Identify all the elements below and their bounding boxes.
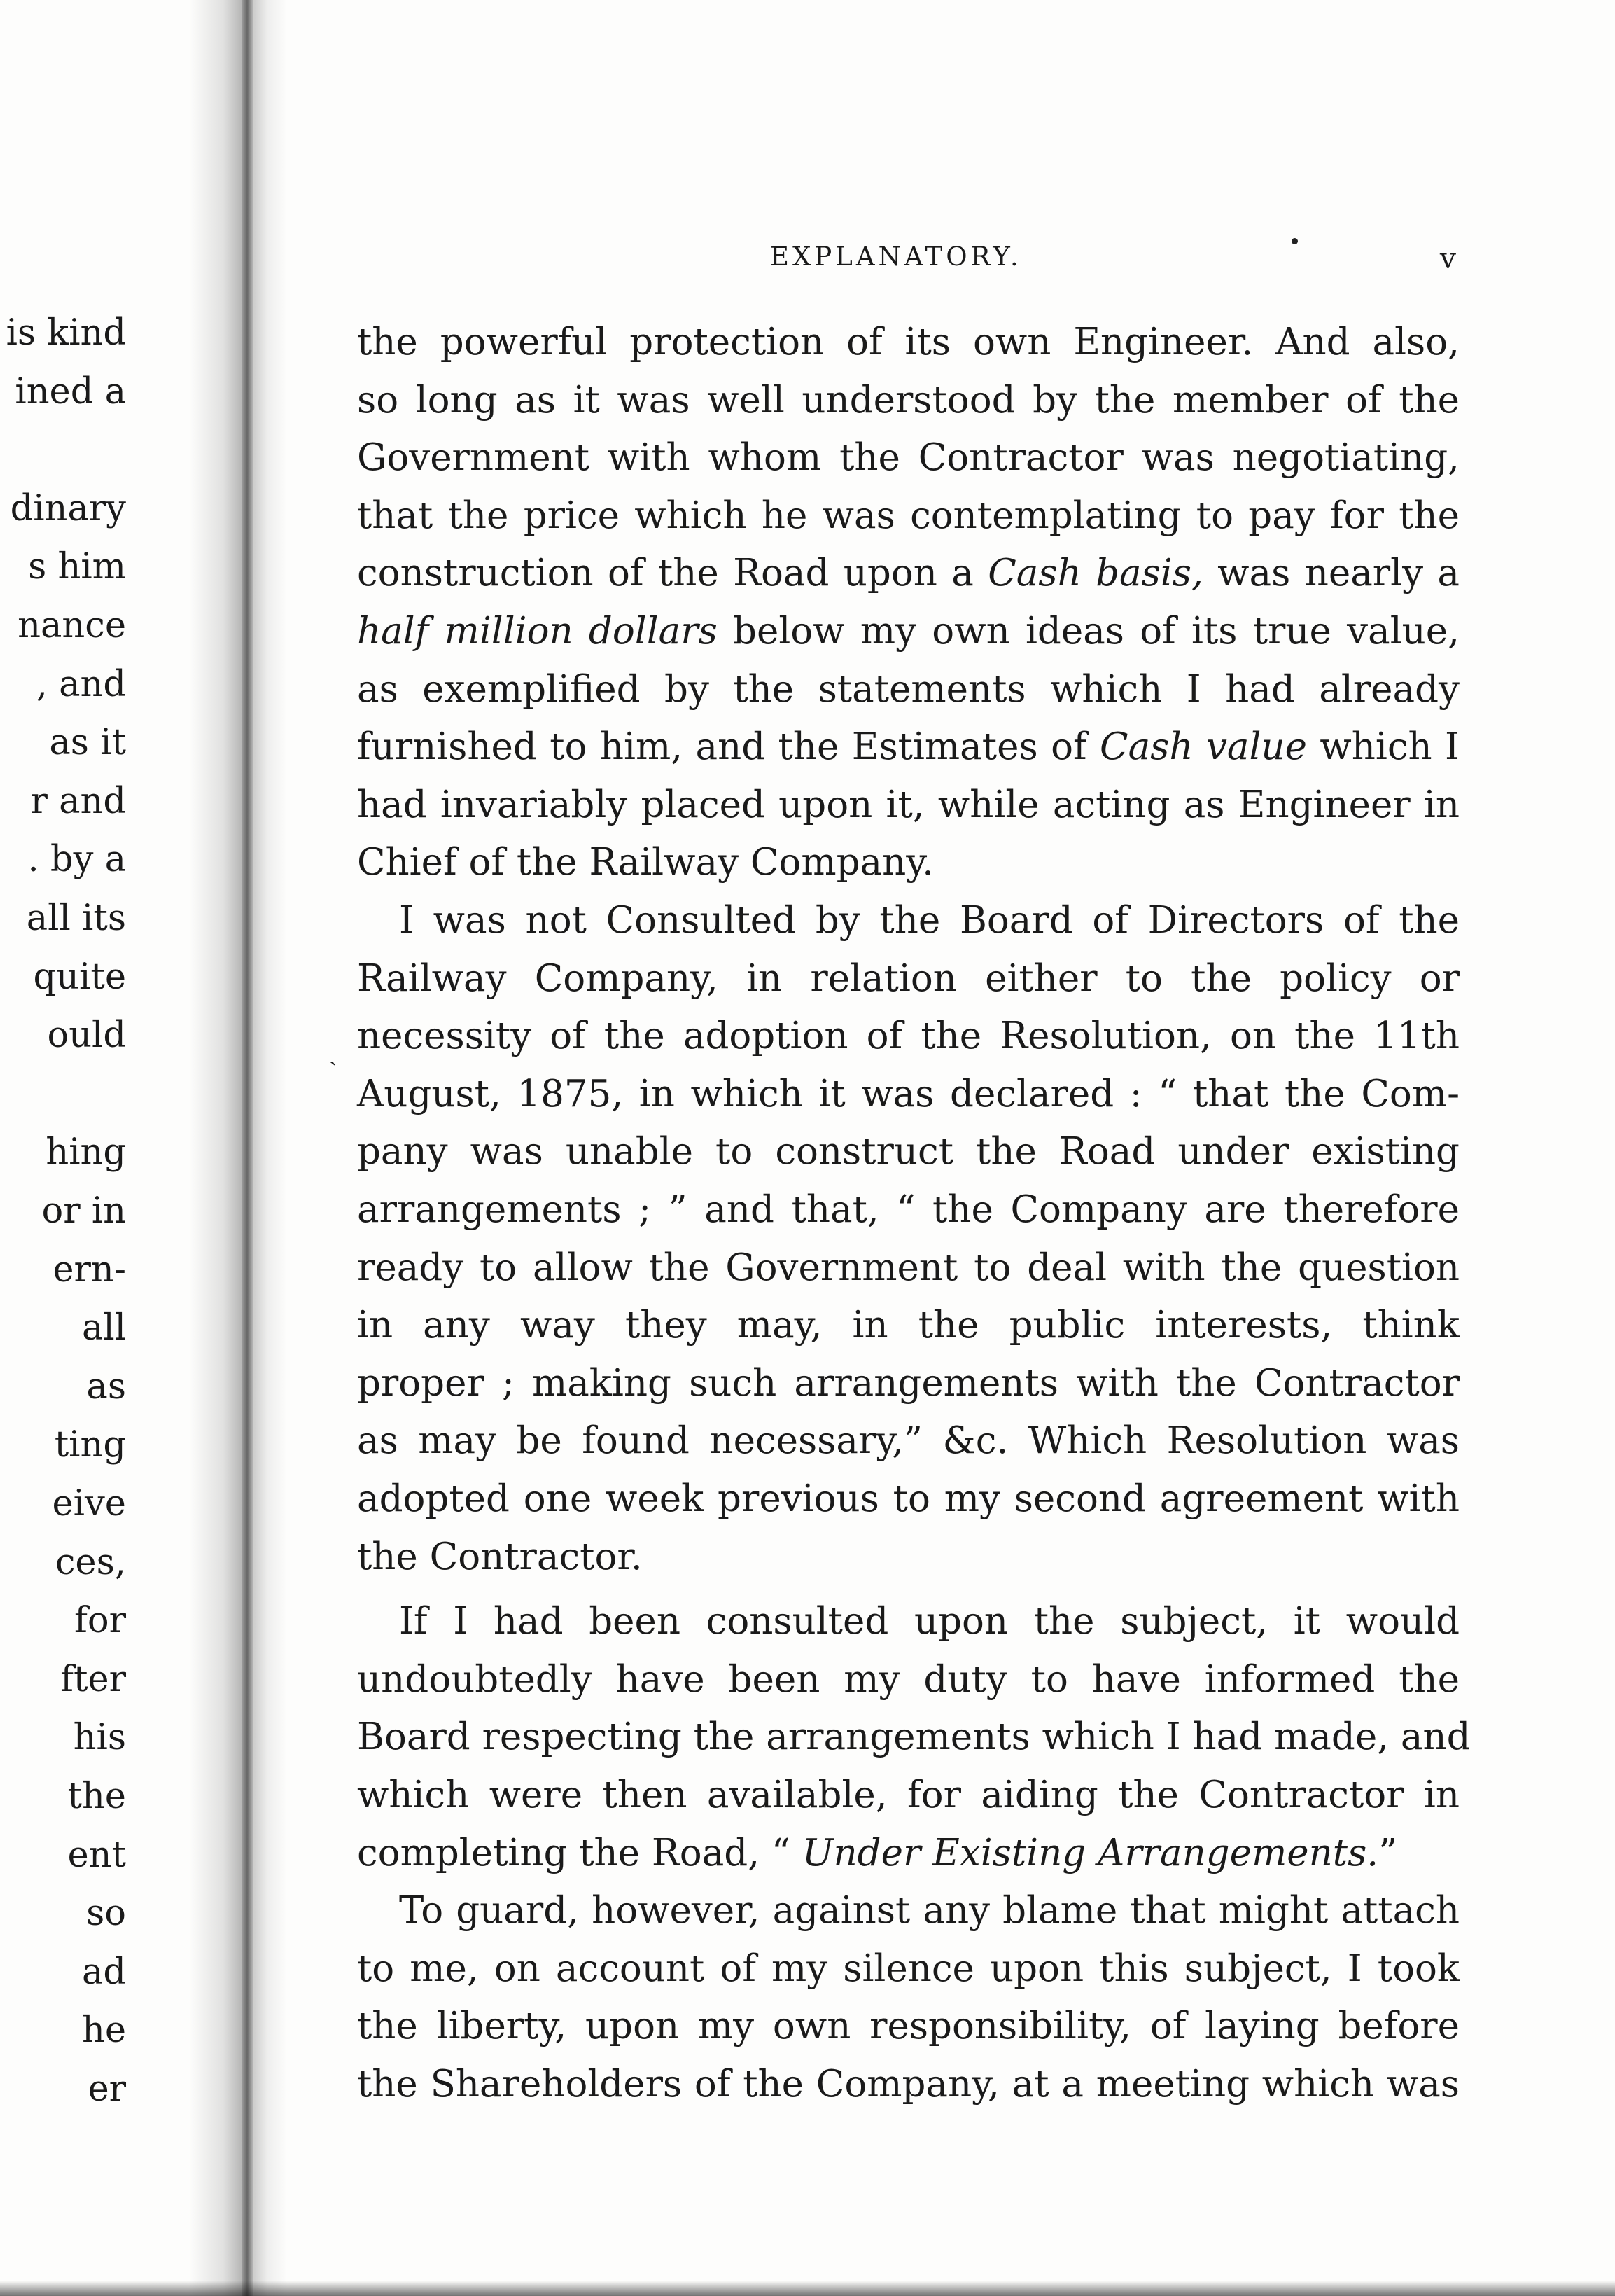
text-run: Government with whom the Contractor was negotiating, (357, 436, 1460, 480)
text-line (357, 603, 1460, 660)
left-page-word-fragment: r and (30, 780, 126, 822)
left-page-word-fragment: quite (33, 956, 126, 998)
left-page-word-fragment: ined a (15, 370, 126, 412)
left-page-word-fragment: as (86, 1365, 126, 1407)
text-run: the Contractor. (357, 1535, 643, 1578)
text-run: that the price which he was contemplating to pay for the (357, 494, 1460, 537)
binding-gutter-shadow (189, 0, 287, 2296)
binding-fold-line (242, 0, 253, 2296)
text-run: undoubtedly have been my duty to have informed the (357, 1657, 1460, 1701)
text-run: so long as it was well understood by the member of the (357, 378, 1460, 422)
text-line (357, 1066, 1460, 1123)
text-run: necessity of the adoption of the Resolution, on the 11th (357, 1015, 1460, 1058)
text-line (357, 314, 1460, 371)
text-run: furnished to him, and the Estimates of (357, 725, 1100, 769)
left-page-word-fragment: . by a (27, 839, 126, 881)
left-page-word-fragment: , and (36, 663, 126, 705)
left-page-word-fragment: hing (46, 1132, 126, 1174)
text-line (357, 950, 1460, 1008)
text-run: which I (1306, 725, 1460, 769)
page-bottom-edge (0, 2281, 1615, 2296)
text-run: ” (1378, 1831, 1398, 1874)
text-run: If I had been consulted upon the subject, it would (399, 1600, 1460, 1643)
text-line (357, 1767, 1460, 1824)
text-line (357, 1651, 1460, 1709)
left-page-word-fragment: eive (52, 1483, 126, 1524)
left-page-word-fragment: his (73, 1717, 126, 1759)
page-number: v (1439, 242, 1456, 275)
text-line (399, 892, 1460, 949)
left-page-word-fragment: he (81, 2010, 126, 2052)
left-page-word-fragment: fter (60, 1658, 126, 1700)
left-page-word-fragment: is kind (6, 312, 126, 354)
text-line (357, 487, 1460, 545)
text-run: which were then available, for aiding the Contractor in (357, 1774, 1460, 1816)
text-run: arrangements ; ” and that, “ the Company are therefore (357, 1188, 1460, 1231)
text-line (357, 545, 1460, 602)
text-run: Chief of the Railway Company. (357, 841, 934, 884)
text-run: To guard, however, against any blame that might attach (399, 1889, 1460, 1933)
text-line (357, 1008, 1460, 1065)
text-run: as exemplified by the statements which I had already (357, 667, 1460, 711)
ink-speck (1292, 238, 1298, 244)
text-line (357, 834, 934, 891)
text-run: in any way they may, in the public interests, think (357, 1304, 1460, 1347)
text-line (399, 1882, 1460, 1940)
text-run: below my own ideas of its true value, (717, 610, 1460, 653)
text-run: proper ; making such arrangements with the Contractor (357, 1361, 1460, 1405)
left-page-word-fragment: for (74, 1600, 126, 1642)
left-page-word-fragment: ces, (55, 1541, 126, 1583)
text-line (357, 1529, 643, 1586)
text-line (357, 1940, 1460, 1998)
text-line (357, 1998, 1460, 2055)
text-line (357, 372, 1460, 429)
text-run: August, 1875, in which it was declared : “ that the Com- (357, 1072, 1460, 1115)
left-page-word-fragment: or in (41, 1190, 126, 1232)
text-run: the Shareholders of the Company, at a meeting which was (357, 2063, 1460, 2106)
text-run: as may be found necessary,” &c. Which Resolution was (357, 1419, 1460, 1463)
text-run: the liberty, upon my own responsibility, of laying before (357, 2005, 1460, 2048)
text-run: construction of the Road upon a (357, 552, 988, 595)
text-line (357, 2056, 1460, 2113)
text-line (357, 1825, 1397, 1882)
text-line (357, 1709, 1471, 1766)
text-run: adopted one week previous to my second agreement with (357, 1477, 1460, 1520)
text-run: ready to allow the Government to deal with the question (357, 1246, 1460, 1289)
text-line (357, 661, 1460, 718)
text-line (357, 1123, 1460, 1181)
left-page-word-fragment: all its (26, 898, 126, 939)
left-page-word-fragment: s him (28, 546, 126, 588)
text-run: completing the Road, “ (357, 1831, 802, 1874)
text-run: the powerful protection of its own Engineer. And also, (357, 321, 1460, 363)
left-page-word-fragment: so (86, 1893, 126, 1935)
text-line (399, 1593, 1460, 1650)
left-page-word-fragment: as it (49, 722, 126, 764)
text-run: Railway Company, in relation either to the policy or (357, 956, 1460, 1000)
left-page-word-fragment: dinary (10, 487, 126, 529)
text-line (357, 1412, 1460, 1470)
left-page-word-fragment: er (88, 2068, 126, 2110)
left-page-word-fragment: ad (81, 1951, 126, 1993)
left-page-word-fragment: ern- (53, 1248, 126, 1290)
text-line (357, 1297, 1460, 1354)
text-run: had invariably placed upon it, while acting as Engineer in (357, 783, 1460, 826)
margin-mark: ˎ (329, 1038, 337, 1066)
text-line (357, 1239, 1460, 1297)
text-run: to me, on account of my silence upon this subject, I took (357, 1947, 1460, 1990)
running-head-title: EXPLANATORY. (770, 242, 1022, 272)
text-run: Board respecting the arrangements which I had made, and (357, 1716, 1471, 1759)
text-line (357, 1181, 1460, 1239)
left-page-word-fragment: nance (18, 605, 126, 646)
italic-text: Under Existing Arrangements. (802, 1831, 1379, 1874)
text-line (357, 1355, 1460, 1412)
italic-text: Cash value (1100, 725, 1307, 769)
left-page-word-fragment: ould (47, 1015, 126, 1057)
left-page-word-fragment: the (67, 1776, 126, 1817)
text-line (357, 1470, 1460, 1528)
italic-text: Cash basis, (988, 552, 1203, 595)
left-page-word-fragment: all (81, 1307, 126, 1349)
left-page-word-fragment: ting (54, 1424, 126, 1466)
text-line (357, 429, 1460, 487)
running-head (357, 242, 1456, 284)
italic-text: half million dollars (357, 610, 718, 653)
text-line (357, 718, 1460, 776)
text-run: I was not Consulted by the Board of Directors of the (399, 899, 1460, 942)
text-line (357, 777, 1460, 834)
text-run: was nearly a (1203, 552, 1460, 595)
left-page-word-fragment: ent (67, 1834, 126, 1876)
text-run: pany was unable to construct the Road under existing (357, 1130, 1460, 1174)
